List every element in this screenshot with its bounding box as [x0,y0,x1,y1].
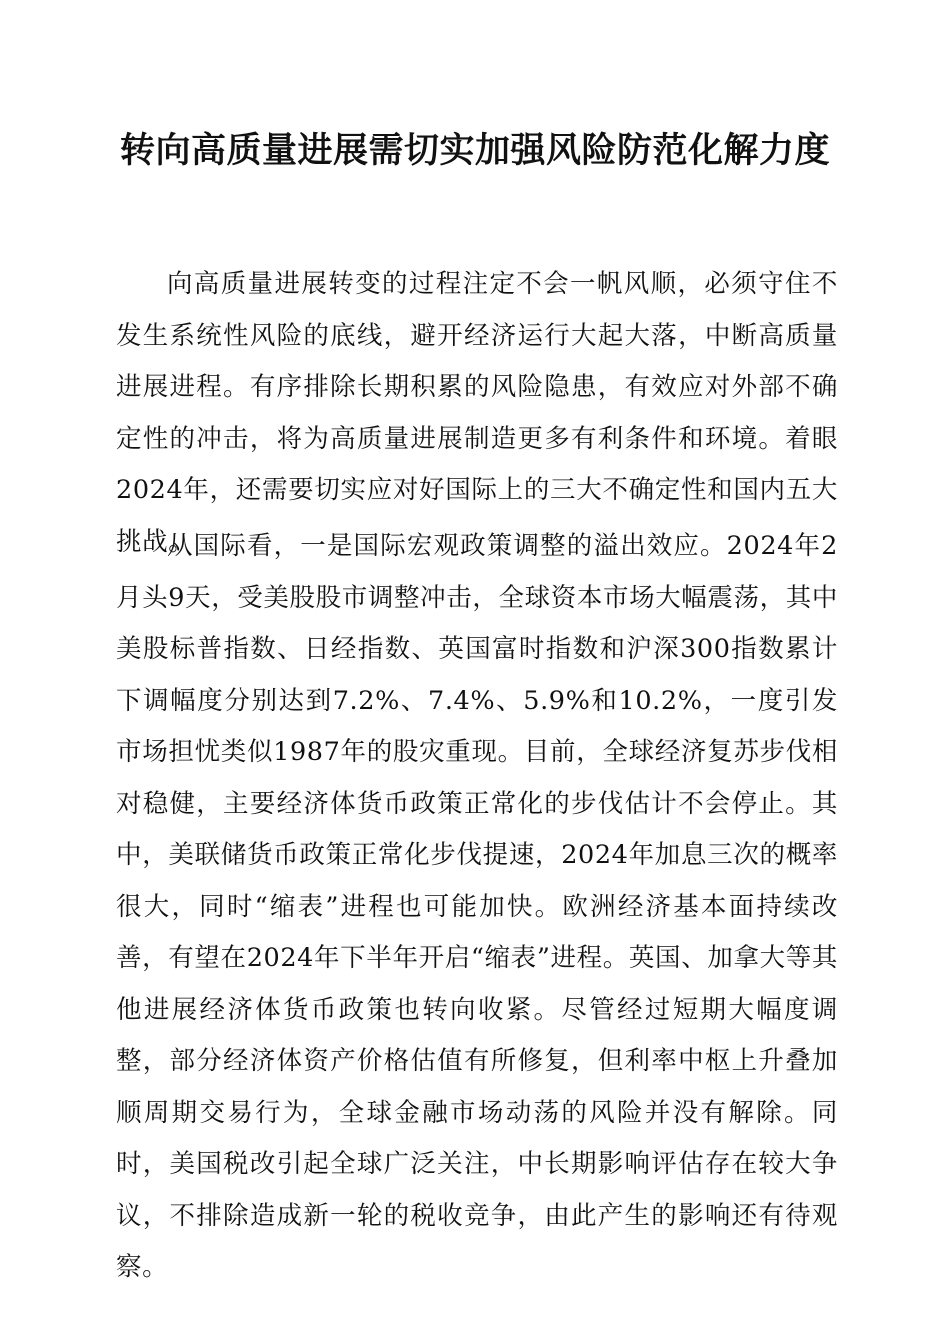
paragraph-text: 向高质量进展转变的过程注定不会一帆风顺，必须守住不发生系统性风险的底线，避开经济运行大起大落，中断高质量进展进程。有序排除长期积累的风险隐患，有效应对外部不确定性的冲击，将为高质量进展制造更多有利条件和环境。着眼2024年，还需要切实应对好国际上的三大不确定性和国内五大挑战。 [116,269,838,557]
document-title: 转向高质量进展需切实加强风险防范化解力度 [119,130,830,171]
paragraph-text: 从国际看，一是国际宏观政策调整的溢出效应。2024年2月头9天，受美股股市调整冲击，全球资本市场大幅震荡，其中美股标普指数、日经指数、英国富时指数和沪深300指数累计下调幅度分别达到7.2%、7.4%、5.9%和10.2%，一度引发市场担忧类似1987年的股灾重现。目前，全球经济复苏步伐相对稳健，主要经济体货币政策正常化的步伐估计不会停止。其中，美联储货币政策正常化步伐提速，2024年加息三次的概率很大，同时“缩表”进程也可能加快。欧洲经济基本面持续改善，有望在2024年下半年开启“缩表”进程。英国、加拿大等其他进展经济体货币政策也转向收紧。尽管经过短期大幅度调整，部分经济体资产价格估值有所修复，但利率中枢上升叠加顺周期交易行为，全球金融市场动荡的风险并没有解除。同时，美国税改引起全球广泛关注，中长期影响评估存在较大争议，不排除造成新一轮的税收竞争，由此产生的影响还有待观察。 [116,531,838,1282]
paragraph-2 [116,521,838,1294]
